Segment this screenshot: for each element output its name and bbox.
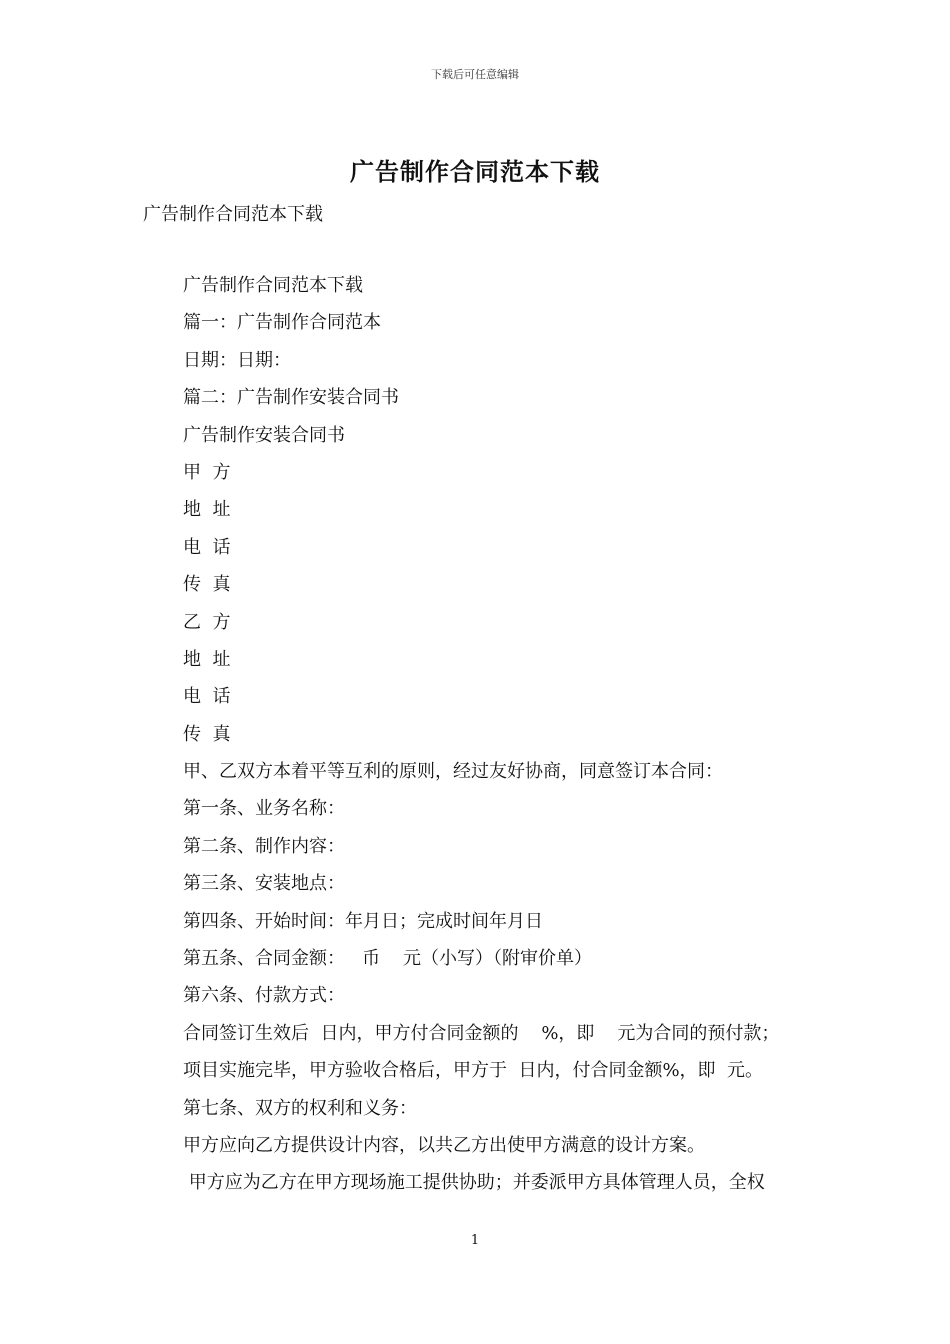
body-line: 项目实施完毕，甲方验收合格后，甲方于 日内，付合同金额%，即 元。 (183, 1060, 763, 1082)
document-subtitle: 广告制作合同范本下载 (143, 204, 323, 225)
document-title: 广告制作合同范本下载 (350, 157, 600, 186)
body-line: 合同签订生效后 日内，甲方付合同金额的 %，即 元为合同的预付款； (183, 1022, 780, 1044)
body-line: 传 真 (183, 723, 231, 745)
body-line: 第三条、安装地点： (183, 873, 345, 895)
body-line: 地 址 (183, 648, 231, 670)
body-line: 甲、乙双方本着平等互利的原则，经过友好协商，同意签订本合同： (183, 761, 723, 783)
body-line: 电 话 (183, 536, 231, 558)
body-line: 日期：日期： (183, 349, 291, 371)
body-line: 传 真 (183, 574, 231, 596)
body-line: 第七条、双方的权利和义务： (183, 1097, 417, 1119)
body-line: 第一条、业务名称： (183, 798, 345, 820)
document-body (183, 273, 779, 1208)
body-line: 第六条、付款方式： (183, 985, 345, 1007)
body-line: 篇二：广告制作安装合同书 (183, 387, 399, 409)
body-line: 电 话 (183, 686, 231, 708)
body-line: 地 址 (183, 499, 231, 521)
body-line: 第二条、制作内容： (183, 835, 345, 857)
body-line: 甲方应向乙方提供设计内容，以共乙方出使甲方满意的设计方案。 (183, 1134, 705, 1156)
body-line: 甲方应为乙方在甲方现场施工提供协助；并委派甲方具体管理人员，全权 (183, 1172, 765, 1194)
page-number: 1 (470, 1233, 480, 1248)
page-header: 下载后可任意编辑 (431, 68, 519, 81)
body-line: 第四条、开始时间：年月日；完成时间年月日 (183, 910, 543, 932)
body-line: 广告制作合同范本下载 (183, 275, 363, 296)
body-line: 甲 方 (183, 461, 231, 483)
body-line: 乙 方 (183, 611, 231, 633)
body-line: 篇一：广告制作合同范本 (183, 312, 381, 334)
body-line: 广告制作安装合同书 (183, 424, 345, 446)
body-line: 第五条、合同金额： 币 元（小写）（附审价单） (183, 948, 593, 970)
